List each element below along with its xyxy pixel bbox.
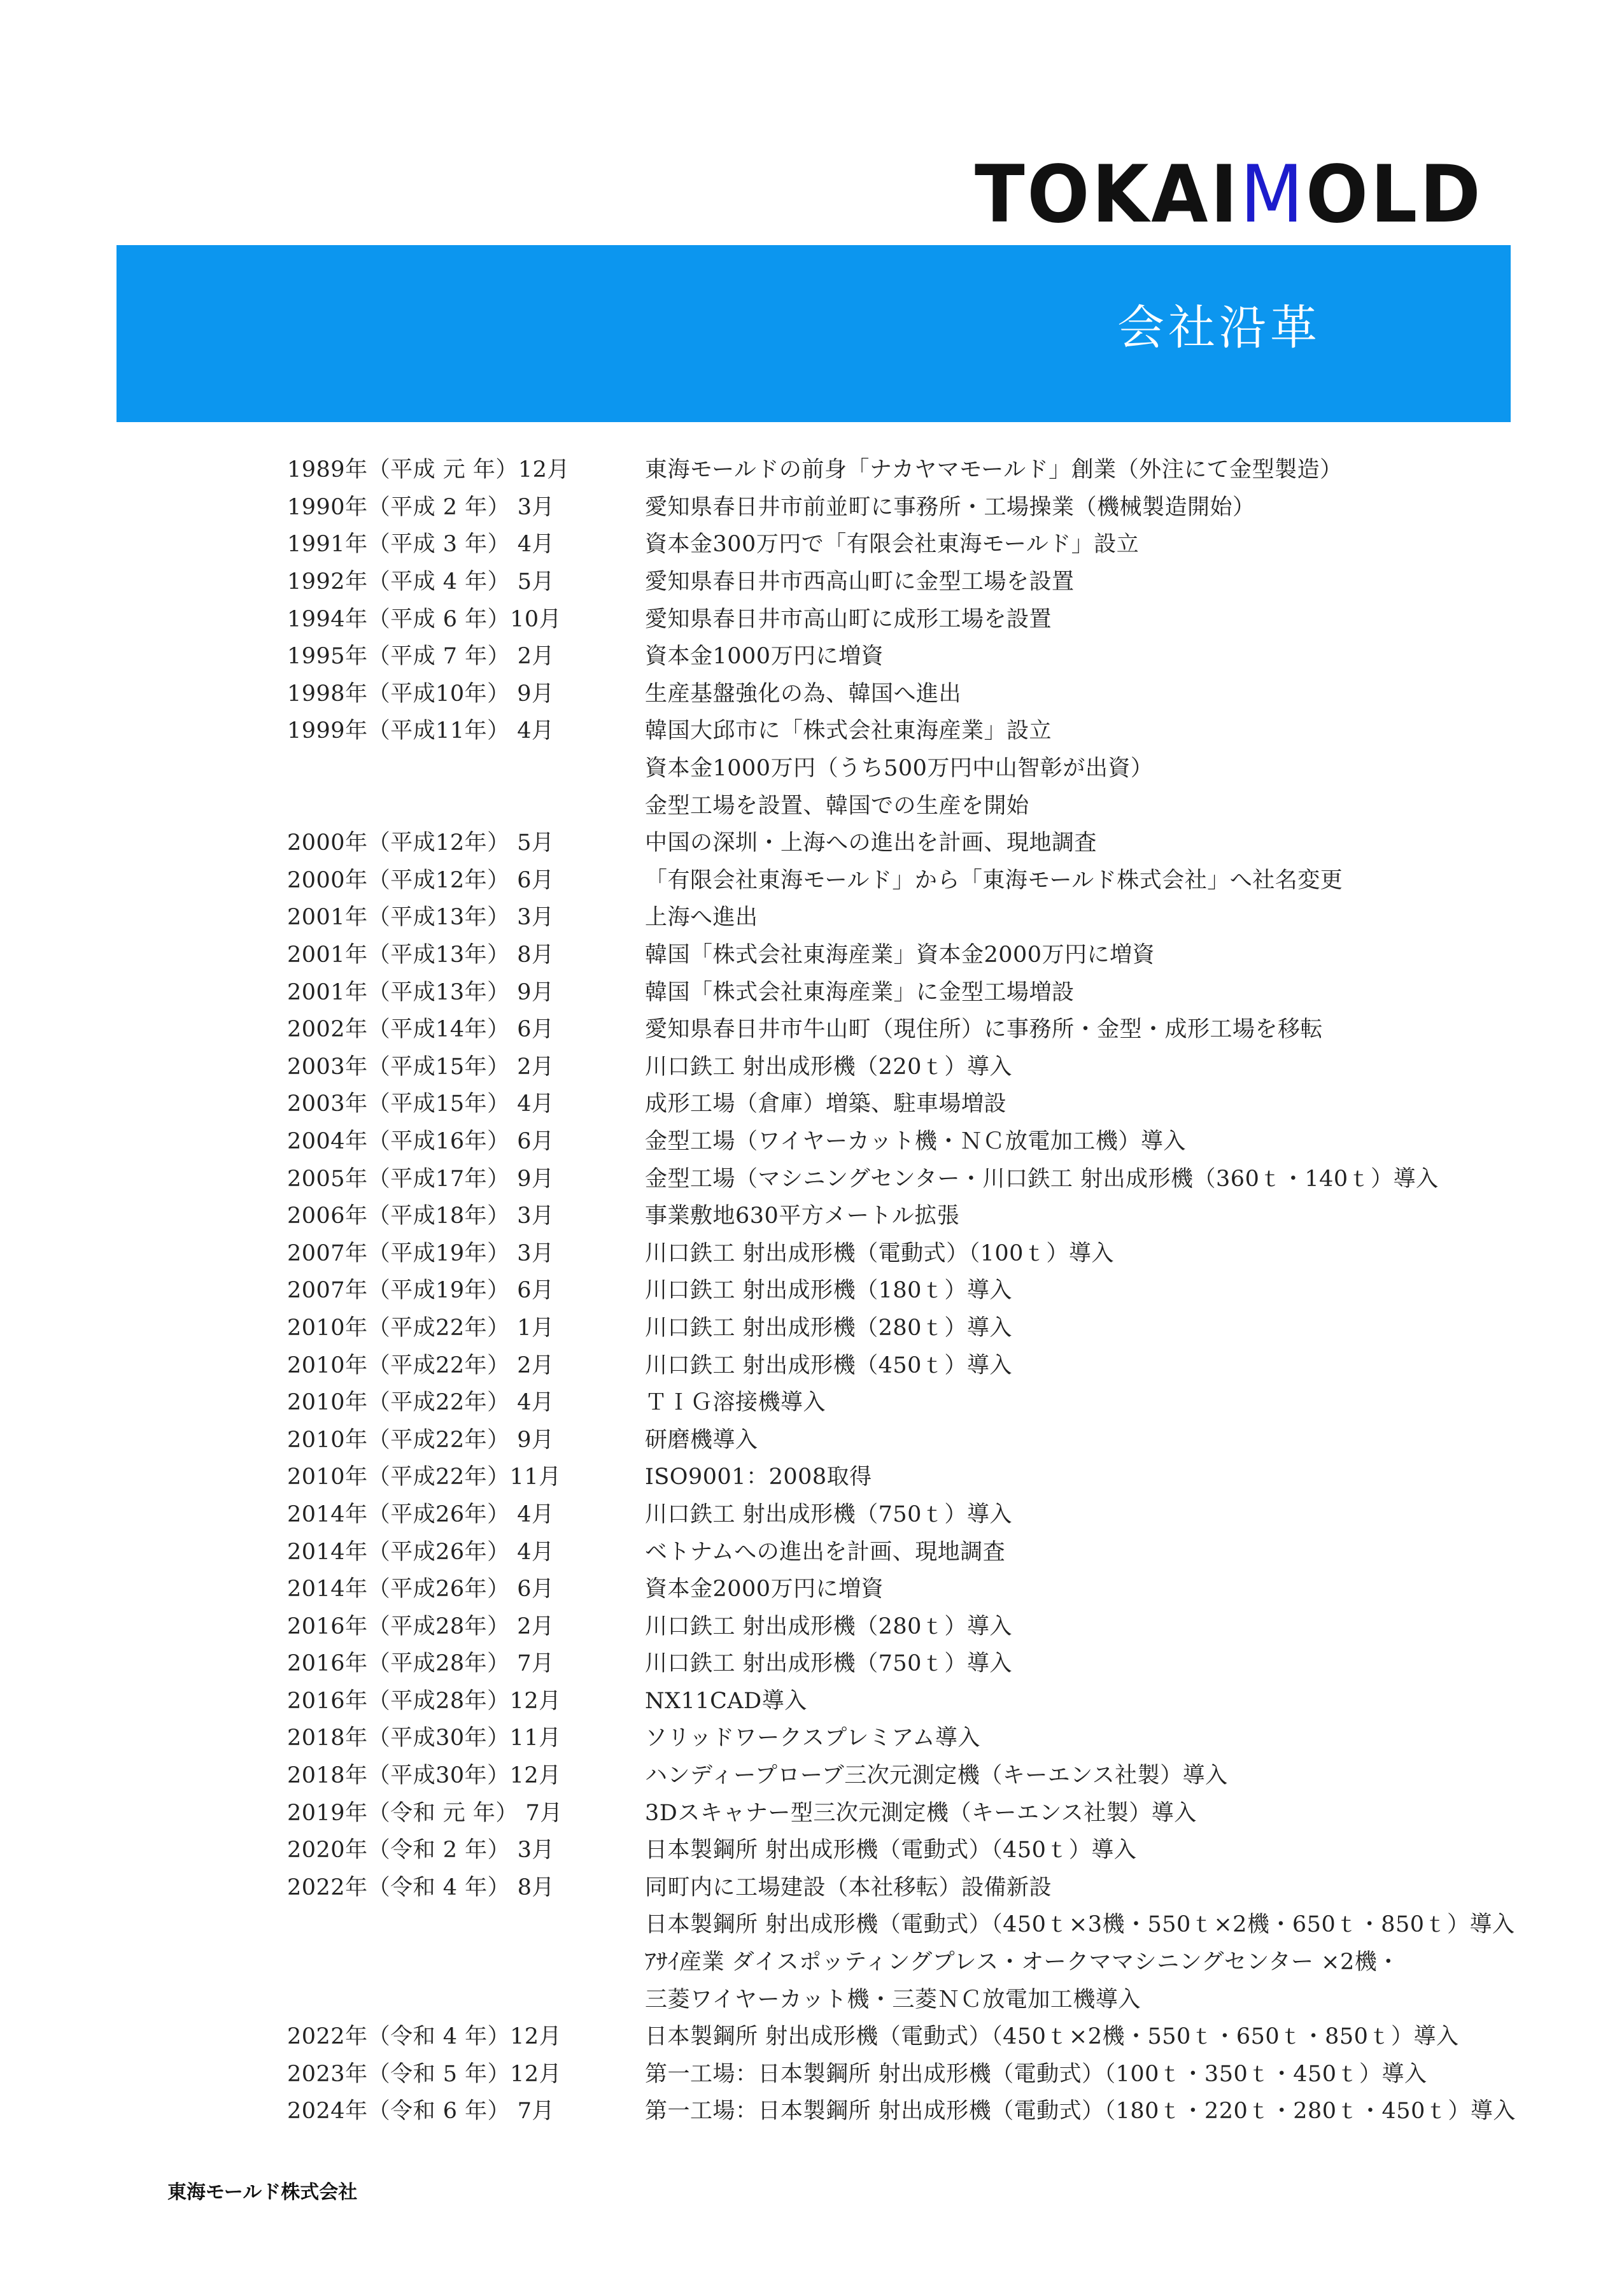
history-event: 愛知県春日井市前並町に事務所・工場操業（機械製造開始）: [645, 494, 1255, 520]
history-row: [287, 1308, 1611, 1345]
history-date: 2007年（平成19年） 6月: [287, 1278, 554, 1304]
history-event: 愛知県春日井市高山町に成形工場を設置: [645, 606, 1052, 632]
history-event: 金型工場（マシニングセンター・川口鉄工 射出成形機（360ｔ・140ｔ）導入: [645, 1166, 1439, 1192]
history-event: ISO9001：2008取得: [645, 1464, 872, 1490]
history-event: 中国の深圳・上海への進出を計画、現地調査: [645, 830, 1098, 856]
history-event: 川口鉄工 射出成形機（750ｔ）導入: [645, 1651, 1012, 1677]
history-row: [287, 1718, 1611, 1755]
history-date: 2023年（令和 5 年）12月: [287, 2061, 562, 2087]
history-date: 2010年（平成22年）11月: [287, 1464, 561, 1490]
history-date: 1990年（平成 2 年） 3月: [287, 494, 554, 520]
history-event: 成形工場（倉庫）増築、駐車場増設: [645, 1091, 1007, 1117]
history-date: 2001年（平成13年） 3月: [287, 905, 554, 931]
history-date: 2020年（令和 2 年） 3月: [287, 1837, 554, 1864]
history-date: 2002年（平成14年） 6月: [287, 1017, 554, 1043]
history-row: [287, 598, 1611, 636]
history-row: [287, 1681, 1611, 1718]
history-date: 2016年（平成28年）12月: [287, 1688, 561, 1714]
history-event: 日本製鋼所 射出成形機（電動式）（450ｔ）導入: [645, 1837, 1137, 1864]
history-row: [287, 524, 1611, 562]
history-row: [287, 1606, 1611, 1643]
history-date: 2022年（令和 4 年）12月: [287, 2024, 562, 2050]
history-row: [287, 1233, 1611, 1270]
history-row: [287, 1569, 1611, 1606]
history-date: 2014年（平成26年） 4月: [287, 1539, 554, 1565]
history-date: 2016年（平成28年） 2月: [287, 1613, 554, 1639]
history-row: [287, 562, 1611, 599]
company-logo: [971, 148, 1506, 241]
history-event: 日本製鋼所 射出成形機（電動式）（450ｔ×2機・550ｔ・650ｔ・850ｔ）導入: [645, 2024, 1459, 2050]
history-date: 1992年（平成 4 年） 5月: [287, 569, 554, 595]
history-row: [287, 1904, 1611, 1942]
history-row: [287, 449, 1611, 487]
history-event: 資本金1000万円に増資: [645, 644, 884, 670]
page-title: 会社沿革: [1117, 301, 1321, 355]
history-date: 2018年（平成30年）12月: [287, 1763, 561, 1789]
history-event: 同町内に工場建設（本社移転）設備新設: [645, 1874, 1052, 1900]
history-row: [287, 1419, 1611, 1457]
history-event: 東海モールドの前身「ナカヤマモールド」創業（外注にて金型製造）: [645, 457, 1343, 483]
history-date: 1999年（平成11年） 4月: [287, 718, 554, 744]
history-row: [287, 2016, 1611, 2054]
history-event: 川口鉄工 射出成形機（280ｔ）導入: [645, 1613, 1012, 1639]
history-date: 2001年（平成13年） 9月: [287, 979, 554, 1005]
history-row: [287, 1867, 1611, 1905]
history-event: ソリッドワークスプレミアム導入: [645, 1725, 980, 1751]
history-row: [287, 897, 1611, 935]
history-row: [287, 1270, 1611, 1308]
history-date: 2003年（平成15年） 4月: [287, 1091, 554, 1117]
history-event: 川口鉄工 射出成形機（180ｔ）導入: [645, 1278, 1012, 1304]
history-date: 2004年（平成16年） 6月: [287, 1128, 554, 1154]
history-row: [287, 1196, 1611, 1233]
history-date: 2014年（平成26年） 6月: [287, 1576, 554, 1602]
history-event: 三菱ワイヤーカット機・三菱ＮＣ放電加工機導入: [645, 1986, 1141, 2013]
history-row: [287, 1121, 1611, 1159]
history-row: [287, 1494, 1611, 1532]
history-date: 2018年（平成30年）11月: [287, 1725, 561, 1751]
history-event: 川口鉄工 射出成形機（220ｔ）導入: [645, 1054, 1012, 1080]
history-event: 第一工場：日本製鋼所 射出成形機（電動式）（180ｔ・220ｔ・280ｔ・450ｔ）導入: [645, 2098, 1516, 2125]
history-row: [287, 1009, 1611, 1047]
history-event: 3Dスキャナー型三次元測定機（キーエンス社製）導入: [645, 1800, 1197, 1826]
history-event: 生産基盤強化の為、韓国へ進出: [645, 681, 962, 707]
history-event: NX11CAD導入: [645, 1688, 807, 1714]
history-date: 1998年（平成10年） 9月: [287, 681, 554, 707]
history-date: 2010年（平成22年） 2月: [287, 1352, 554, 1378]
history-row: [287, 1047, 1611, 1084]
history-row: [287, 1942, 1611, 1979]
history-row: [287, 487, 1611, 525]
history-date: 2014年（平成26年） 4月: [287, 1501, 554, 1527]
history-event: 金型工場（ワイヤーカット機・ＮＣ放電加工機）導入: [645, 1128, 1186, 1154]
history-event: 韓国「株式会社東海産業」に金型工場増設: [645, 979, 1075, 1005]
history-row: [287, 636, 1611, 674]
history-date: 2001年（平成13年） 8月: [287, 942, 554, 968]
history-row: [287, 1792, 1611, 1830]
history-date: 2022年（令和 4 年） 8月: [287, 1874, 554, 1900]
history-date: 1994年（平成 6 年）10月: [287, 606, 562, 632]
history-row: [287, 2054, 1611, 2091]
history-event: 川口鉄工 射出成形機（750ｔ）導入: [645, 1501, 1012, 1527]
history-row: [287, 1531, 1611, 1569]
history-row: [287, 1345, 1611, 1382]
history-date: 2007年（平成19年） 3月: [287, 1240, 554, 1266]
history-event: ｱｻｲ産業 ダイスポッティングプレス・オークママシニングセンター ×2機・: [645, 1949, 1400, 1976]
history-row: [287, 1084, 1611, 1121]
history-date: 2000年（平成12年） 5月: [287, 830, 554, 856]
history-event: 韓国「株式会社東海産業」資本金2000万円に増資: [645, 942, 1155, 968]
history-event: 日本製鋼所 射出成形機（電動式）（450ｔ×3機・550ｔ×2機・650ｔ・850ｔ）導入: [645, 1912, 1515, 1938]
history-row: [287, 1979, 1611, 2016]
history-date: 1991年（平成 3 年） 4月: [287, 532, 554, 558]
history-event: ＴＩＧ溶接機導入: [645, 1390, 826, 1416]
history-date: 2005年（平成17年） 9月: [287, 1166, 554, 1192]
history-date: 2019年（令和 元 年） 7月: [287, 1800, 563, 1826]
history-row: [287, 1382, 1611, 1420]
history-row: [287, 785, 1611, 823]
history-event: 川口鉄工 射出成形機（280ｔ）導入: [645, 1315, 1012, 1341]
history-date: 2010年（平成22年） 9月: [287, 1427, 554, 1453]
history-event: 資本金2000万円に増資: [645, 1576, 884, 1602]
history-event: ベトナムへの進出を計画、現地調査: [645, 1539, 1006, 1565]
history-date: 1995年（平成 7 年） 2月: [287, 644, 554, 670]
history-row: [287, 935, 1611, 972]
history-row: [287, 972, 1611, 1009]
history-date: 2006年（平成18年） 3月: [287, 1203, 554, 1229]
history-date: 1989年（平成 元 年）12月: [287, 457, 570, 483]
history-event: 研磨機導入: [645, 1427, 758, 1453]
history-date: 2000年（平成12年） 6月: [287, 867, 554, 893]
history-row: [287, 823, 1611, 860]
history-row: [287, 674, 1611, 711]
history-row: [287, 1643, 1611, 1681]
history-event: ハンディープローブ三次元測定機（キーエンス社製）導入: [645, 1763, 1228, 1789]
footer-company-name: 東海モールド株式会社: [167, 2181, 358, 2204]
history-row: [287, 860, 1611, 898]
history-row: [287, 2091, 1611, 2128]
logo-wordmark: TOKAIMOLD: [975, 148, 1483, 241]
history-row: [287, 1755, 1611, 1793]
history-row: [287, 1457, 1611, 1494]
history-date: 2010年（平成22年） 4月: [287, 1390, 554, 1416]
history-event: 「有限会社東海モールド」から「東海モールド株式会社」へ社名変更: [645, 867, 1343, 893]
history-list: [287, 449, 1611, 2128]
history-event: 事業敷地630平方メートル拡張: [645, 1203, 960, 1229]
history-date: 2003年（平成15年） 2月: [287, 1054, 554, 1080]
history-event: 金型工場を設置、韓国での生産を開始: [645, 793, 1029, 819]
history-event: 第一工場：日本製鋼所 射出成形機（電動式）（100ｔ・350ｔ・450ｔ）導入: [645, 2061, 1427, 2087]
history-event: 川口鉄工 射出成形機（電動式）（100ｔ）導入: [645, 1240, 1114, 1266]
history-event: 資本金300万円で「有限会社東海モールド」設立: [645, 532, 1140, 558]
history-event: 川口鉄工 射出成形機（450ｔ）導入: [645, 1352, 1012, 1378]
history-event: 愛知県春日井市牛山町（現住所）に事務所・金型・成形工場を移転: [645, 1017, 1324, 1043]
history-date: 2016年（平成28年） 7月: [287, 1651, 554, 1677]
history-date: 2010年（平成22年） 1月: [287, 1315, 554, 1341]
history-row: [287, 711, 1611, 748]
history-date: 2024年（令和 6 年） 7月: [287, 2098, 554, 2125]
history-event: 愛知県春日井市西高山町に金型工場を設置: [645, 569, 1075, 595]
history-row: [287, 748, 1611, 786]
history-row: [287, 1158, 1611, 1196]
history-event: 資本金1000万円（うち500万円中山智彰が出資）: [645, 756, 1154, 782]
history-event: 韓国大邱市に「株式会社東海産業」設立: [645, 718, 1052, 744]
history-row: [287, 1830, 1611, 1867]
history-event: 上海へ進出: [645, 905, 758, 931]
